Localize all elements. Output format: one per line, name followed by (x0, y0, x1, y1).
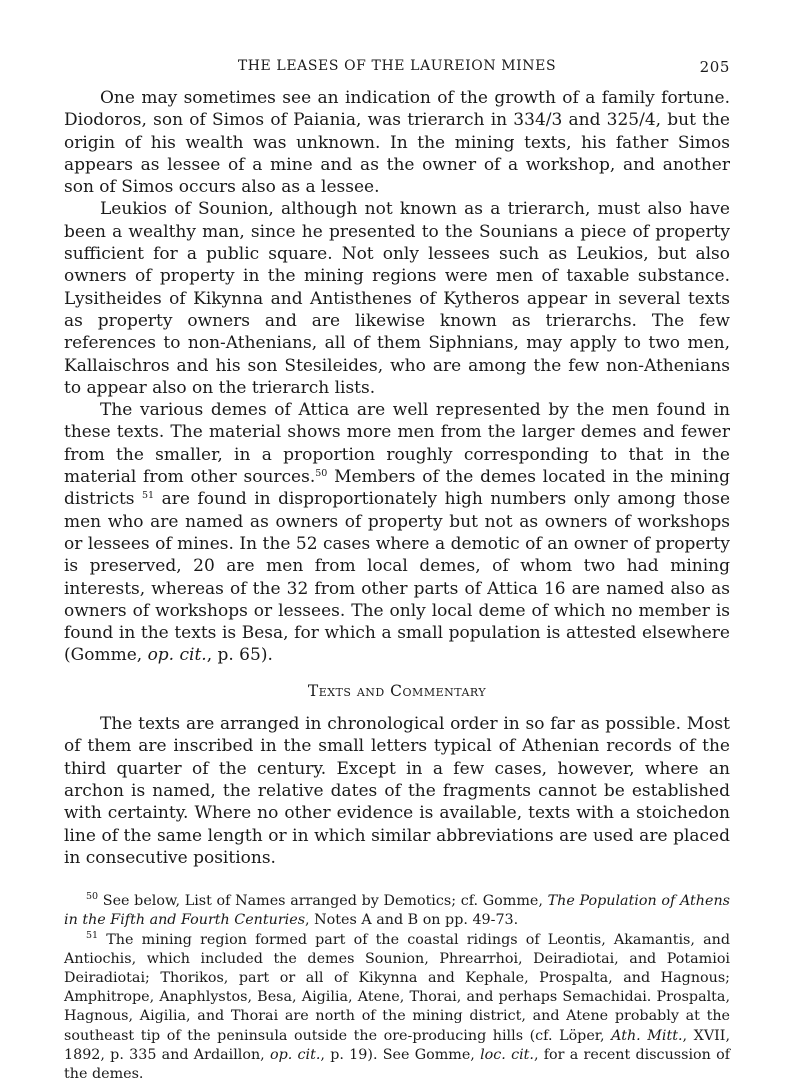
paragraph-family-fortune: One may sometimes see an indication of the growth of a family fortune. Diodoros, son of Simos of Paiania, was trierarch in 334/3 and 325/4, but the origin of his wealth was unknown. In the mining texts, his father Simos appears as lessee of a mine and as the owner of a workshop, and another son of Simos occurs also as a lessee. (64, 87, 730, 198)
footnote-number-51: 51 (86, 930, 98, 941)
paragraph-leukios: Leukios of Sounion, although not known as a trierarch, must also have been a wealthy man, since he presented to the Sounians a piece of property sufficient for a public square. Not only lessees such as Leukios, but also owners of property in the mining regions were men of taxable substance. Lysitheides of Kikynna and Antisthenes of Kytheros appear in several texts as property owners and are likewise known as trierarchs. The few references to non-Athenians, all of them Siphnians, may apply to two men, Kallaischros and his son Stesileides, who are among the few non-Athenians to appear also on the trierarch lists. (64, 198, 730, 399)
body-text (64, 87, 730, 869)
footnote-51-citation-3: loc. cit. (480, 1047, 534, 1063)
paragraph-arrangement: The texts are arranged in chronological order in so far as possible. Most of them are inscribed in the small letters typical of Athenian records of the third quarter of the century. Except in a few cases, however, where an archon is named, the relative dates of the fragments cannot be established with certainty. Where no other evidence is available, texts with a stoichedon line of the same length or in which similar abbreviations are used are placed in consecutive positions. (64, 713, 730, 869)
footnote-50-text-2: , Notes A and B on pp. 49-73. (305, 912, 518, 928)
footnote-50-text-1: See below, List of Names arranged by Demotics; cf. Gomme, (98, 893, 547, 909)
footnote-ref-51[interactable]: 51 (142, 490, 154, 501)
paragraph-demes-text-3: are found in disproportionately high numbers only among those men who are named as owners of property but not as owners of workshops or lessees of mines. In the 52 cases where a demotic of an owner of property is preserved, 20 are men from local demes, of whom two had mining interests, whereas of the 32 from other parts of Attica 16 are named also as owners of workshops or lessees. The only local deme of which no member is found in the texts is Besa, for which a small population is attested elsewhere (Gomme, (64, 489, 730, 665)
page (64, 55, 730, 1084)
paragraph-demes-citation: op. cit. (148, 645, 207, 665)
footnotes (64, 892, 730, 1084)
footnote-51-text-3: , p. 19). See Gomme, (320, 1047, 480, 1063)
section-heading: Texts and Commentary (64, 680, 730, 702)
paragraph-demes-text-2: Members of the demes located in the mining districts (64, 467, 730, 509)
footnote-50-title: The Population of Athens in the Fifth and Fourth Centuries (64, 893, 730, 928)
footnote-51-citation-1: Ath. Mitt. (611, 1028, 682, 1044)
footnote-51 (64, 931, 730, 1084)
page-number: 205 (700, 58, 730, 76)
footnote-number-50: 50 (86, 891, 98, 902)
footnote-51-text-2: , XVII, 1892, p. 335 and Ardaillon, (64, 1028, 730, 1063)
footnote-ref-50[interactable]: 50 (315, 468, 327, 479)
footnote-51-text-4: , for a recent discussion of the demes. (64, 1047, 730, 1082)
running-title: THE LEASES OF THE LAUREION MINES (64, 58, 730, 74)
paragraph-demes-text-1: The various demes of Attica are well represented by the men found in these texts. The material shows more men from the larger demes and fewer from the smaller, in a proportion roughly corresponding to that in the material from other sources. (64, 400, 730, 487)
running-head (64, 55, 730, 79)
footnote-50 (64, 892, 730, 930)
footnote-51-text-1: The mining region formed part of the coastal ridings of Leontis, Akamantis, and Antiochis, which included the demes Sounion, Phrearrhoi, Deiradiotai, and Potamioi Deiradiotai; Thorikos, part or all of Kikynna and Kephale, Prospalta, and Hagnous; Amphitrope, Anaphlystos, Besa, Aigilia, Atene, Thorai, and perhaps Semachidai. Prospalta, Hagnous, Aigilia, and Thorai are north of the mining district, and Atene probably at the southeast tip of the peninsula outside the ore-producing hills (cf. Löper, (64, 932, 730, 1044)
paragraph-demes (64, 399, 730, 667)
footnote-51-citation-2: op. cit. (270, 1047, 320, 1063)
paragraph-demes-text-4: , p. 65). (207, 645, 273, 665)
